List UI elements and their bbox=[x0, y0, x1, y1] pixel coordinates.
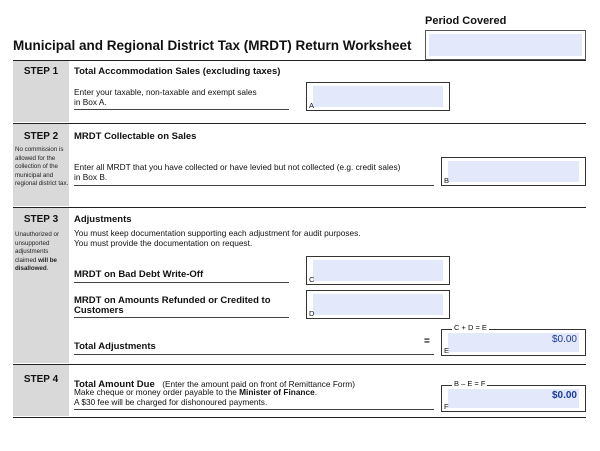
step4-line2: A $30 fee will be charged for dishonoured payments. bbox=[74, 397, 268, 407]
formula-c-d-e: C + D = E bbox=[454, 323, 487, 332]
box-c-field[interactable] bbox=[306, 256, 450, 285]
period-covered-input[interactable] bbox=[429, 34, 582, 56]
box-b-letter: B bbox=[444, 176, 450, 185]
step4-line1-text: Make cheque or money order payable to the bbox=[74, 387, 237, 397]
step4-label: STEP 4 bbox=[23, 374, 59, 385]
period-covered-field[interactable] bbox=[425, 30, 586, 60]
step4-heading: Total Amount Due bbox=[74, 379, 155, 390]
bad-debt-label: MRDT on Bad Debt Write-Off bbox=[74, 269, 204, 280]
step3-line2: You must provide the documentation on request. bbox=[74, 238, 253, 248]
divider bbox=[13, 123, 586, 124]
box-d-field[interactable] bbox=[306, 290, 450, 319]
step3-side-note-end: . bbox=[46, 265, 49, 272]
divider bbox=[13, 364, 586, 365]
equals-sign: = bbox=[424, 336, 430, 347]
box-b-input[interactable] bbox=[448, 161, 579, 182]
step3-heading: Adjustments bbox=[74, 214, 132, 225]
divider bbox=[13, 417, 586, 418]
box-a-input[interactable] bbox=[313, 86, 443, 107]
page-title: Municipal and Regional District Tax (MRDT) Return Worksheet bbox=[13, 38, 412, 53]
step2-instruction-line1: Enter all MRDT that you have collected or have levied but not collected (e.g. credit sales) bbox=[74, 162, 401, 172]
minister-of-finance: Minister of Finance bbox=[239, 387, 315, 397]
box-f-field bbox=[441, 385, 586, 412]
underline bbox=[74, 185, 434, 186]
formula-b-e-f: B – E = F bbox=[454, 379, 486, 388]
box-c-letter: C bbox=[309, 275, 315, 284]
divider bbox=[13, 60, 586, 61]
period-covered-label: Period Covered bbox=[425, 15, 507, 27]
step4-line1 bbox=[74, 387, 317, 397]
step3-label: STEP 3 bbox=[23, 214, 59, 225]
step3-side-note bbox=[15, 231, 69, 274]
refund-label-line2: Customers bbox=[74, 305, 124, 316]
box-d-letter: D bbox=[309, 309, 315, 318]
box-f-letter: F bbox=[444, 402, 449, 411]
step2-instruction-line2: in Box B. bbox=[74, 172, 108, 182]
refund-label-line1: MRDT on Amounts Refunded or Credited to bbox=[74, 295, 271, 306]
step2-heading: MRDT Collectable on Sales bbox=[74, 131, 197, 142]
step3-side-note-text: Unauthorized or unsupported adjustments claimed bbox=[15, 231, 60, 264]
step3-line1: You must keep documentation supporting each adjustment for audit purposes. bbox=[74, 228, 361, 238]
box-a-letter: A bbox=[309, 101, 315, 110]
box-e-value: $0.00 bbox=[551, 334, 577, 345]
underline bbox=[74, 409, 434, 410]
step2-side-note: No commission is allowed for the collection of the municipal and regional district tax. bbox=[15, 146, 69, 187]
underline bbox=[74, 354, 434, 355]
step1-label: STEP 1 bbox=[23, 66, 59, 77]
box-b-field[interactable] bbox=[441, 157, 586, 186]
box-e-field bbox=[441, 329, 586, 356]
step1-heading: Total Accommodation Sales (excluding taxes) bbox=[74, 66, 281, 77]
underline bbox=[74, 317, 289, 318]
box-d-input[interactable] bbox=[313, 294, 443, 315]
box-c-input[interactable] bbox=[313, 260, 443, 281]
step1-instruction-line1: Enter your taxable, non-taxable and exempt sales bbox=[74, 87, 257, 97]
box-e-letter: E bbox=[444, 346, 450, 355]
step4-heading-note: (Enter the amount paid on front of Remittance Form) bbox=[162, 379, 355, 389]
underline bbox=[74, 109, 289, 110]
step2-label: STEP 2 bbox=[23, 131, 59, 142]
divider bbox=[13, 207, 586, 208]
underline bbox=[74, 282, 289, 283]
box-f-value: $0.00 bbox=[551, 390, 577, 401]
step3-side-note-bold: will be disallowed bbox=[15, 256, 57, 272]
step1-instruction-line2: in Box A. bbox=[74, 97, 107, 107]
total-adjustments-label: Total Adjustments bbox=[74, 341, 156, 352]
step4-line1-end: . bbox=[314, 387, 318, 397]
step4-column bbox=[13, 365, 69, 416]
box-a-field[interactable] bbox=[306, 82, 450, 111]
